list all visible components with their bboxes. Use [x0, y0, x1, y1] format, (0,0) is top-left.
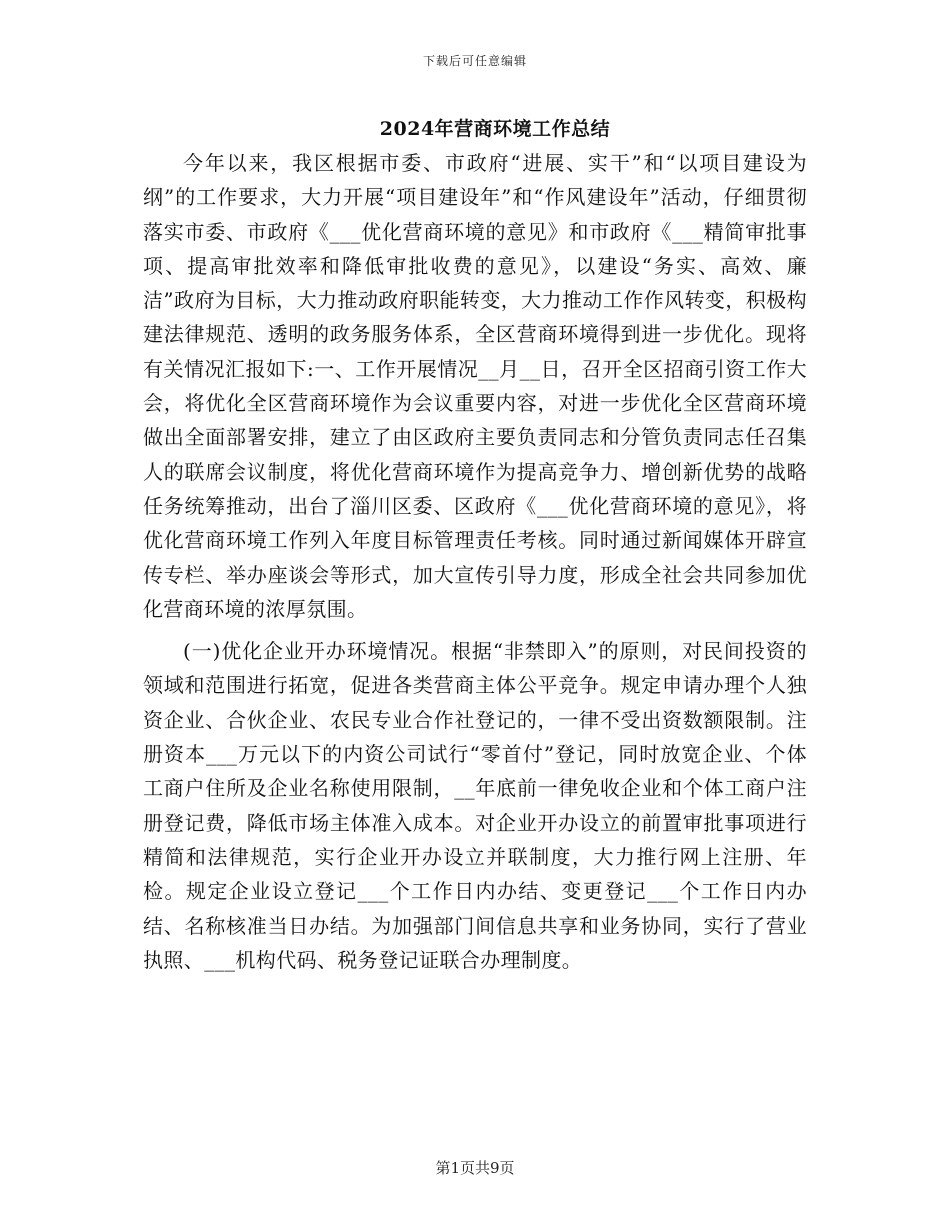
- paragraph-intro: 今年以来，我区根据市委、市政府“进展、实干”和“以项目建设为纲”的工作要求，大力开展“项目建设年”和“作风建设年”活动，仔细贯彻落实市委、市政府《___优化营商环境的意见》和市政府《___精简审批事项、提高审批效率和降低审批收费的意见》，以建设“务实、高效、廉洁”政府为目标，大力推动政府职能转变，大力推动工作作风转变，积极构建法律规范、透明的政务服务体系，全区营商环境得到进一步优化。现将有关情况汇报如下:一、工作开展情况__月__日，召开全区招商引资工作大会，将优化全区营商环境作为会议重要内容，对进一步优化全区营商环境做出全面部署安排，建立了由区政府主要负责同志和分管负责同志任召集人的联席会议制度，将优化营商环境作为提高竞争力、增创新优势的战略任务统筹推动，出台了淄川区委、区政府《___优化营商环境的意见》，将优化营商环境工作列入年度目标管理责任考核。同时通过新闻媒体开辟宣传专栏、举办座谈会等形式，加大宣传引导力度，形成全社会共同参加优化营商环境的浓厚氛围。: [143, 151, 807, 621]
- document-title: 2024年营商环境工作总结: [379, 118, 611, 140]
- paragraph-section-1: (一)优化企业开办环境情况。根据“非禁即入”的原则，对民间投资的领域和范围进行拓宽，促进各类营商主体公平竞争。规定申请办理个人独资企业、合伙企业、农民专业合作社登记的，一律不受出资数额限制。注册资本___万元以下的内资公司试行“零首付”登记，同时放宽企业、个体工商户住所及企业名称使用限制，__年底前一律免收企业和个体工商户注册登记费，降低市场主体准入成本。对企业开办设立的前置审批事项进行精简和法律规范，实行企业开办设立并联制度，大力推行网上注册、年检。规定企业设立登记___个工作日内办结、变更登记___个工作日内办结、名称核准当日办结。为加强部门间信息共享和业务协同，实行了营业执照、___机构代码、税务登记证联合办理制度。: [143, 639, 807, 972]
- page-footer: 第1页共9页: [435, 1159, 515, 1177]
- header-note: 下载后可任意编辑: [422, 54, 527, 68]
- document-body: [143, 146, 807, 977]
